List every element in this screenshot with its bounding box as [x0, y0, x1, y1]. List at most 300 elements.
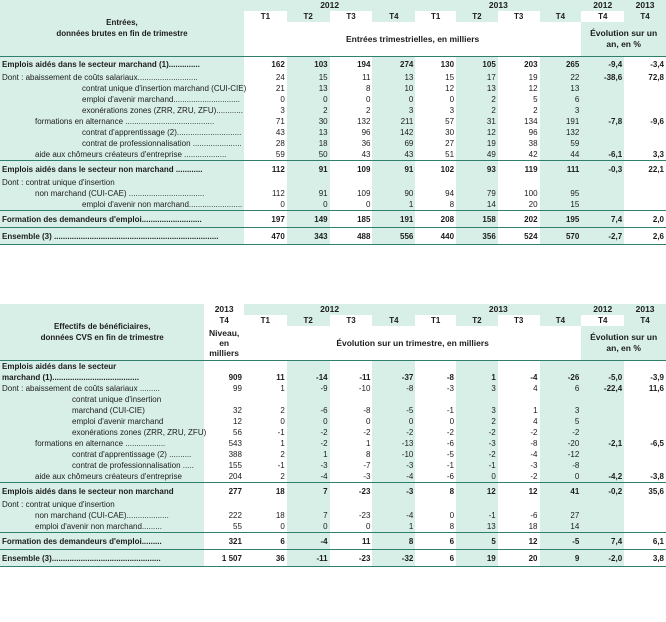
- table-cell: [456, 499, 498, 510]
- table-cell: 112: [244, 161, 287, 178]
- table-cell: [624, 499, 666, 510]
- quarter-header: T4: [372, 11, 415, 22]
- table-cell: 13: [287, 127, 330, 138]
- table-cell: [581, 499, 624, 510]
- table-cell: 1: [330, 438, 373, 449]
- table-cell: -3: [456, 438, 498, 449]
- table-cell: 1: [287, 449, 330, 460]
- row-label: Dont : contrat unique d'insertion: [0, 177, 244, 188]
- table-cell: [415, 499, 456, 510]
- table-cell: 91: [287, 188, 330, 199]
- table-cell: 0: [540, 471, 582, 483]
- table-cell: -23: [330, 510, 373, 521]
- table-cell: [581, 460, 624, 471]
- table-cell: 11: [244, 372, 287, 383]
- table-cell: 90: [372, 188, 415, 199]
- table-cell: 49: [456, 149, 498, 161]
- table-cell: 3,3: [624, 149, 666, 161]
- table-cell: 0: [330, 199, 373, 211]
- table-cell: -5: [372, 405, 415, 416]
- table-cell: 18: [244, 510, 287, 521]
- table-cell: -8: [330, 405, 373, 416]
- row-label: exonérations zones (ZRR, ZRU, ZFU)............: [0, 105, 244, 116]
- table-cell: 6: [415, 533, 456, 550]
- table-cell: 2: [287, 105, 330, 116]
- row-label: emploi d'avenir marchand: [0, 416, 204, 427]
- year-header: 2013: [624, 0, 666, 11]
- table-cell: [498, 361, 540, 373]
- table-cell: 7,4: [581, 211, 624, 228]
- table-cell: 71: [244, 116, 287, 127]
- table-cell: 42: [498, 149, 540, 161]
- table-cell: -11: [330, 372, 373, 383]
- table-cell: 21: [244, 83, 287, 94]
- table-cell: 69: [372, 138, 415, 149]
- table-cell: [624, 188, 666, 199]
- table-cell: 204: [204, 471, 244, 483]
- table-cell: [456, 177, 498, 188]
- row-label: aide aux chômeurs créateurs d'entreprise ...................: [0, 149, 244, 161]
- row-label: exonérations zones (ZRR, ZRU, ZFU): [0, 427, 204, 438]
- table-cell: 6: [540, 94, 582, 105]
- table-cell: 3: [540, 405, 582, 416]
- table-cell: [581, 199, 624, 211]
- table-cell: -4: [498, 372, 540, 383]
- table-cell: 0: [287, 199, 330, 211]
- table-cell: 1: [244, 383, 287, 394]
- row-label: emploi d'avenir marchand..............................: [0, 94, 244, 105]
- table-cell: 13: [372, 72, 415, 83]
- table-cell: 5: [540, 416, 582, 427]
- row-label: contrat d'apprentissage (2).............................: [0, 127, 244, 138]
- table-cell: 109: [330, 188, 373, 199]
- subheader-level: Niveau, en milliers: [204, 326, 244, 361]
- table-cell: 91: [372, 161, 415, 178]
- table-cell: 2: [456, 105, 498, 116]
- table-cell: -3: [372, 460, 415, 471]
- row-label: formations en alternance ..................: [0, 438, 204, 449]
- quarter-header: T3: [330, 315, 373, 326]
- quarter-header: T4: [372, 315, 415, 326]
- table-cell: [540, 499, 582, 510]
- row-label: Dont : contrat unique d'insertion: [0, 499, 204, 510]
- table-cell: 19: [456, 550, 498, 567]
- table-cell: 35,6: [624, 483, 666, 500]
- quarter-header: T2: [456, 11, 498, 22]
- table-row: [0, 149, 666, 161]
- table-cell: -0,2: [581, 483, 624, 500]
- table-cell: 2: [244, 405, 287, 416]
- table-cell: [624, 510, 666, 521]
- table-cell: -5: [540, 533, 582, 550]
- table-cell: 55: [204, 521, 244, 533]
- table-cell: [330, 499, 373, 510]
- table-cell: 109: [330, 161, 373, 178]
- table-cell: -9,4: [581, 57, 624, 73]
- table-cell: -26: [540, 372, 582, 383]
- table-cell: 8: [415, 521, 456, 533]
- table-cell: 15: [287, 72, 330, 83]
- table-cell: -6,5: [624, 438, 666, 449]
- quarter-header: T2: [287, 11, 330, 22]
- table-cell: 36: [244, 550, 287, 567]
- table-cell: -4: [372, 510, 415, 521]
- table-cell: 2: [244, 449, 287, 460]
- year-header: 2013: [204, 304, 244, 315]
- table-cell: [415, 177, 456, 188]
- table-cell: -9: [287, 383, 330, 394]
- table-cell: 0: [287, 94, 330, 105]
- table-cell: [581, 105, 624, 116]
- table-cell: [204, 394, 244, 405]
- table1-corner-text: Entrées, données brutes en fin de trimestre: [56, 18, 188, 38]
- table-cell: 12: [456, 127, 498, 138]
- table-row: [0, 394, 666, 405]
- table-cell: 556: [372, 228, 415, 245]
- table-cell: 12: [204, 416, 244, 427]
- table-cell: 343: [287, 228, 330, 245]
- table-cell: 222: [204, 510, 244, 521]
- table-cell: 27: [415, 138, 456, 149]
- table-cell: [540, 361, 582, 373]
- table-cell: [372, 394, 415, 405]
- table-cell: 11: [330, 72, 373, 83]
- table-cell: [581, 521, 624, 533]
- table-cell: -1: [244, 427, 287, 438]
- table-cell: 8: [415, 199, 456, 211]
- table-cell: [624, 460, 666, 471]
- row-label: non marchand (CUI-CAE)...................: [0, 510, 204, 521]
- year-header: 2013: [415, 304, 581, 315]
- table-cell: 18: [287, 138, 330, 149]
- table-cell: 132: [330, 116, 373, 127]
- table-cell: 0: [456, 471, 498, 483]
- table-cell: 8: [415, 483, 456, 500]
- quarter-header: T3: [330, 11, 373, 22]
- table-cell: 18: [244, 483, 287, 500]
- row-label: Ensemble (3).................................................: [0, 550, 204, 567]
- table-cell: 211: [372, 116, 415, 127]
- quarter-header: T1: [415, 11, 456, 22]
- year-header: 2013: [624, 304, 666, 315]
- table-cell: 197: [244, 211, 287, 228]
- table-cell: 51: [415, 149, 456, 161]
- table-cell: -2: [498, 471, 540, 483]
- table-cell: 13: [540, 83, 582, 94]
- table-cell: -23: [330, 483, 373, 500]
- table-cell: [624, 105, 666, 116]
- table-cell: [624, 449, 666, 460]
- table-cell: 50: [287, 149, 330, 161]
- table-cell: 13: [287, 83, 330, 94]
- row-label: contrat de professionnalisation ......................: [0, 138, 244, 149]
- table-row: [0, 94, 666, 105]
- table-row: [0, 127, 666, 138]
- table-cell: 99: [204, 383, 244, 394]
- table-cell: 20: [498, 550, 540, 567]
- table-cell: -23: [330, 550, 373, 567]
- table-cell: 0: [415, 416, 456, 427]
- table-cell: 96: [498, 127, 540, 138]
- table-cell: [287, 394, 330, 405]
- table-cell: 0: [330, 521, 373, 533]
- quarter-header: T4: [624, 315, 666, 326]
- quarter-header: T4: [540, 315, 582, 326]
- table-cell: 265: [540, 57, 582, 73]
- table1-corner-label: [0, 0, 244, 57]
- row-label: Ensemble (3) ..........................................................................: [0, 228, 244, 245]
- table-cell: 12: [498, 83, 540, 94]
- table-cell: -5: [415, 449, 456, 460]
- table-cell: 43: [244, 127, 287, 138]
- table-cell: [624, 138, 666, 149]
- table-cell: 470: [244, 228, 287, 245]
- table-cell: -10: [330, 383, 373, 394]
- table-cell: 149: [287, 211, 330, 228]
- table-cell: [624, 83, 666, 94]
- table-cell: 43: [330, 149, 373, 161]
- table-cell: 43: [372, 149, 415, 161]
- subheader-annual-evolution: Évolution sur un an, en %: [581, 326, 666, 361]
- table-cell: -13: [372, 438, 415, 449]
- table-cell: 17: [456, 72, 498, 83]
- table-cell: -6,1: [581, 149, 624, 161]
- table-cell: 1: [244, 438, 287, 449]
- table-cell: 12: [498, 483, 540, 500]
- table-cell: 2: [456, 416, 498, 427]
- table-cell: 0: [415, 94, 456, 105]
- table-cell: [456, 394, 498, 405]
- table-cell: 41: [540, 483, 582, 500]
- table-cell: -1: [415, 405, 456, 416]
- quarter-header: T4: [581, 315, 624, 326]
- table-cell: 6: [244, 533, 287, 550]
- table-cell: 524: [498, 228, 540, 245]
- table-cell: [244, 394, 287, 405]
- table-cell: [204, 499, 244, 510]
- table-cell: 134: [498, 116, 540, 127]
- table-cell: 0: [287, 521, 330, 533]
- table-cell: -14: [287, 372, 330, 383]
- table-cell: -11: [287, 550, 330, 567]
- row-label: Formation des demandeurs d'emploi...........................: [0, 211, 244, 228]
- table-cell: -2: [330, 427, 373, 438]
- table-cell: 440: [415, 228, 456, 245]
- table-cell: 1: [372, 521, 415, 533]
- table-row: [0, 361, 666, 373]
- table-cell: -2: [540, 427, 582, 438]
- table-cell: 6,1: [624, 533, 666, 550]
- table-cell: 105: [456, 57, 498, 73]
- table-cell: 388: [204, 449, 244, 460]
- table-cell: [204, 361, 244, 373]
- row-label: Emplois aidés dans le secteur non marchand: [0, 483, 204, 500]
- table-cell: 12: [415, 83, 456, 94]
- table-cell: 1: [372, 199, 415, 211]
- table-cell: [581, 405, 624, 416]
- table-cell: 95: [540, 188, 582, 199]
- table-cell: 158: [456, 211, 498, 228]
- table-cell: 91: [287, 161, 330, 178]
- row-label: Emplois aidés dans le secteur marchand (1)..............: [0, 57, 244, 73]
- table-cell: 119: [498, 161, 540, 178]
- table-cell: 202: [498, 211, 540, 228]
- table-row: [0, 483, 666, 500]
- table-cell: [624, 427, 666, 438]
- table-cell: -1: [415, 460, 456, 471]
- table-cell: 38: [498, 138, 540, 149]
- table-cell: 570: [540, 228, 582, 245]
- table-cell: [581, 177, 624, 188]
- table-cell: -3: [330, 471, 373, 483]
- row-label: marchand (CUI-CIE): [0, 405, 204, 416]
- table-cell: 22: [540, 72, 582, 83]
- table-cell: -1: [456, 460, 498, 471]
- table-effectifs: [0, 304, 666, 567]
- table-row: [0, 138, 666, 149]
- table-cell: 2: [498, 105, 540, 116]
- table-cell: -8: [498, 438, 540, 449]
- table-cell: 10: [372, 83, 415, 94]
- row-label: Emplois aidés dans le secteur: [0, 361, 204, 373]
- table-cell: 4: [498, 416, 540, 427]
- table-cell: -10: [372, 449, 415, 460]
- table-cell: [330, 177, 373, 188]
- table-cell: -2,0: [581, 550, 624, 567]
- table-row: [0, 372, 666, 383]
- table-cell: [498, 177, 540, 188]
- table-row: [0, 521, 666, 533]
- table-cell: 3: [456, 383, 498, 394]
- table-cell: [581, 394, 624, 405]
- table-cell: 191: [540, 116, 582, 127]
- table-cell: [498, 394, 540, 405]
- year-header: 2012: [244, 0, 415, 11]
- table-cell: 19: [498, 72, 540, 83]
- table-row: [0, 116, 666, 127]
- table-cell: 8: [372, 533, 415, 550]
- table-cell: [540, 394, 582, 405]
- table-row: [0, 161, 666, 178]
- table-cell: 72,8: [624, 72, 666, 83]
- table-cell: 3: [456, 405, 498, 416]
- table-cell: 13: [456, 83, 498, 94]
- table-cell: 44: [540, 149, 582, 161]
- row-label: Emplois aidés dans le secteur non marchand ............: [0, 161, 244, 178]
- table-entrees: [0, 0, 666, 245]
- table-cell: 5: [498, 94, 540, 105]
- table-cell: 20: [498, 199, 540, 211]
- table-cell: 321: [204, 533, 244, 550]
- table-cell: -2: [456, 427, 498, 438]
- table-cell: 0: [330, 416, 373, 427]
- table-cell: 3: [540, 105, 582, 116]
- table-cell: 2: [330, 105, 373, 116]
- quarter-header: T3: [498, 315, 540, 326]
- table-cell: 111: [540, 161, 582, 178]
- table-row: [0, 550, 666, 567]
- table-cell: [581, 138, 624, 149]
- table-cell: 162: [244, 57, 287, 73]
- table-cell: 2,6: [624, 228, 666, 245]
- table-cell: 30: [287, 116, 330, 127]
- table-cell: -2: [372, 427, 415, 438]
- table-cell: 277: [204, 483, 244, 500]
- table-cell: 57: [415, 116, 456, 127]
- table-cell: 194: [330, 57, 373, 73]
- table-cell: -38,6: [581, 72, 624, 83]
- table-cell: 1 507: [204, 550, 244, 567]
- table-cell: [540, 177, 582, 188]
- table-cell: 6: [415, 550, 456, 567]
- table-cell: 11: [330, 533, 373, 550]
- row-label: Dont : abaissement de coûts salariaux...........................: [0, 72, 244, 83]
- quarter-header: T2: [287, 315, 330, 326]
- table-cell: 14: [540, 521, 582, 533]
- table-row: [0, 177, 666, 188]
- table-cell: -2,1: [581, 438, 624, 449]
- table-cell: -3: [498, 460, 540, 471]
- table-cell: [244, 177, 287, 188]
- table-cell: [330, 361, 373, 373]
- table-cell: 0: [372, 94, 415, 105]
- table-cell: 27: [540, 510, 582, 521]
- table-cell: [581, 449, 624, 460]
- table-cell: 185: [330, 211, 373, 228]
- table-row: [0, 533, 666, 550]
- table-row: [0, 188, 666, 199]
- table-cell: -7,8: [581, 116, 624, 127]
- table-cell: [287, 177, 330, 188]
- table-cell: -2: [287, 427, 330, 438]
- table-cell: -9,6: [624, 116, 666, 127]
- table-cell: 12: [456, 483, 498, 500]
- table-cell: 7: [287, 483, 330, 500]
- table-cell: -20: [540, 438, 582, 449]
- table-row: [0, 383, 666, 394]
- table-cell: -8: [540, 460, 582, 471]
- table-cell: 488: [330, 228, 373, 245]
- table-row: [0, 199, 666, 211]
- table-cell: [624, 199, 666, 211]
- table-cell: 59: [244, 149, 287, 161]
- table-cell: 274: [372, 57, 415, 73]
- table-row: [0, 471, 666, 483]
- table-cell: 3: [372, 105, 415, 116]
- year-header: 2012: [581, 304, 624, 315]
- quarter-header: T4: [204, 315, 244, 326]
- table-cell: [581, 94, 624, 105]
- table-cell: [244, 499, 287, 510]
- table-row: [0, 228, 666, 245]
- table-cell: 8: [330, 83, 373, 94]
- subheader-quarterly-evolution: Évolution sur un trimestre, en milliers: [244, 326, 581, 361]
- table-cell: [415, 361, 456, 373]
- table-cell: -2: [287, 438, 330, 449]
- table-cell: 0: [244, 521, 287, 533]
- table-cell: -12: [540, 449, 582, 460]
- table-cell: -1: [244, 460, 287, 471]
- table-cell: -3: [372, 483, 415, 500]
- table-cell: 132: [540, 127, 582, 138]
- table-cell: -6: [415, 438, 456, 449]
- table-cell: 191: [372, 211, 415, 228]
- table-cell: [624, 405, 666, 416]
- table-cell: [581, 416, 624, 427]
- table-cell: 0: [415, 510, 456, 521]
- table-cell: 155: [204, 460, 244, 471]
- table-row: [0, 499, 666, 510]
